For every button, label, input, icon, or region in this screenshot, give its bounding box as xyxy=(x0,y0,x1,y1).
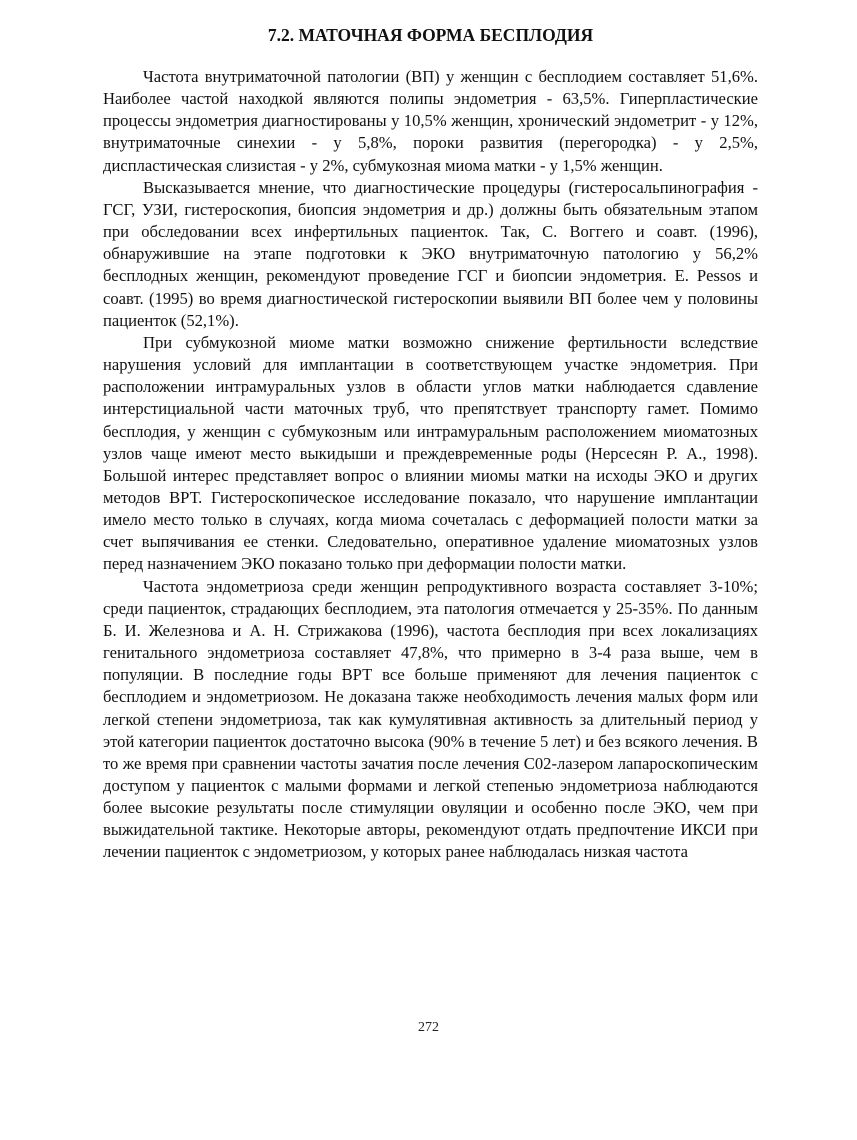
page-number: 272 xyxy=(418,1020,439,1035)
section-title: 7.2. МАТОЧНАЯ ФОРМА БЕСПЛОДИЯ xyxy=(267,25,594,45)
paragraph-diagnostic-procedures: Высказывается мнение, что диагностические процедуры (гистеросальпинография - ГСГ, УЗИ, гистероскопия, биопсия эндометрия и др.) должны быть обязательным этапом при обследовании всех инфертильных пациенток. Так, С. Boггero и соавт. (1996), обнаружившие на этапе подготовки к ЭКО внутриматочную патологию у 56,2% бесплодных женщин, рекомендуют проведение ГСГ и биопсии эндометрия. E. Pessos и соавт. (1995) во время диагностической гистероскопии выявили ВП более чем у половины пациенток (52,1%). xyxy=(103,177,758,330)
paragraph-endometriosis: Частота эндометриоза среди женщин репродуктивного возраста составляет 3-10%; среди пациенток, страдающих бесплодием, эта патология отмечается у 25-35%. По данным Б. И. Железнова и А. Н. Стрижакова (1996), частота бесплодия при всех локализациях генитального эндометриоза составляет 47,8%, что примерно в 3-4 раза выше, чем в популяции. В последние годы ВРТ все больше применяют для лечения пациенток с бесплодием и эндометриозом. Не доказана также необходимость лечения малых форм или легкой степени эндометриоза, так как кумулятивная активность за длительный период у этой категории пациенток достаточно высока (90% в течение 5 лет) и без всякого лечения. В то же время при сравнении частоты зачатия после лечения C02-лазером лапароскопическим доступом у пациенток с малыми формами и легкой степенью эндометриоза наблюдаются более высокие результаты после стимуляции овуляции и особенно после ЭКО, чем при выжидательной тактике. Некоторые авторы, рекомендуют отдать предпочтение ИКСИ при лечении пациенток с эндометриозом, у которых ранее наблюдалась низкая частота xyxy=(103,576,758,862)
paragraph-submucous-myoma: При субмукозной миоме матки возможно снижение фертильности вследствие нарушения условий для имплантации в соответствующем участке эндометрия. При расположении интрамуральных узлов в области углов матки наблюдается сдавление интерстициальной части маточных труб, что препятствует транспорту гамет. Помимо бесплодия, у женщин с субмукозным или интрамуральным расположением миоматозных узлов чаще имеют место выкидыши и преждевременные роды (Нерсесян Р. А., 1998). Большой интерес представляет вопрос о влиянии миомы матки на исходы ЭКО и других методов ВРТ. Гистероскопическое исследование показало, что нарушение имплантации имело место только в случаях, когда миома сочеталась с деформацией полости матки за счет выпячивания ее стенки. Следовательно, оперативное удаление миоматозных узлов перед назначением ЭКО показано только при деформации полости матки. xyxy=(103,332,758,574)
paragraph-intrauterine-pathology: Частота внутриматочной патологии (ВП) у женщин с бесплодием составляет 51,6%. Наиболее частой находкой являются полипы эндометрия - 63,5%. Гиперпластические процессы эндометрия диагностированы у 10,5% женщин, хронический эндометрит - у 12%, внутриматочные синехии - у 5,8%, пороки развития (перегородка) - у 2,5%, диспластическая слизистая - у 2%, субмукозная миома матки - у 1,5% женщин. xyxy=(103,67,758,175)
document-page xyxy=(103,22,758,864)
